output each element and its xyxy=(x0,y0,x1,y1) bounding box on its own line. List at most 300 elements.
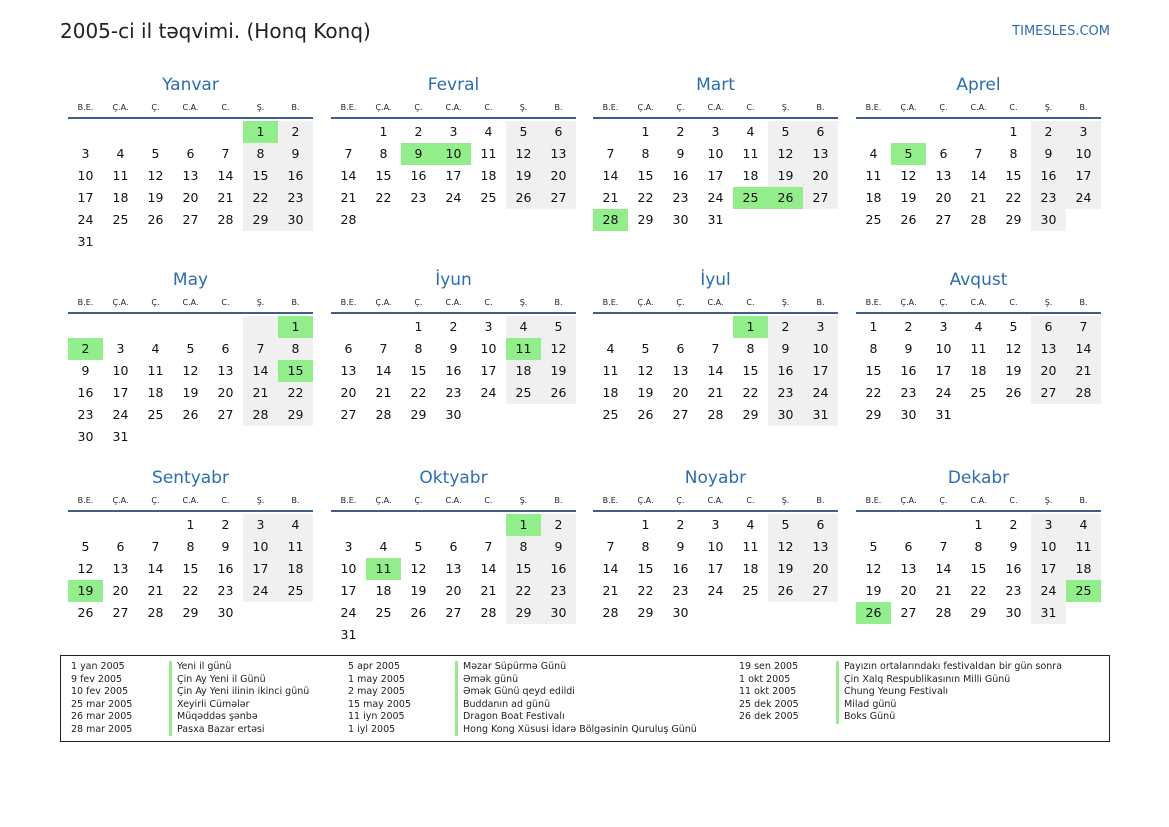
day-cell[interactable]: 16 xyxy=(1005,561,1022,576)
day-cell[interactable]: 9 xyxy=(401,143,436,165)
day-cell[interactable]: 10 xyxy=(707,539,724,554)
day-cell[interactable]: 21 xyxy=(602,583,619,598)
day-cell[interactable]: 24 xyxy=(77,212,94,227)
day-cell[interactable]: 30 xyxy=(672,212,689,227)
day-cell[interactable]: 11 xyxy=(1066,536,1101,558)
day-cell[interactable]: 11 xyxy=(742,146,759,161)
day-cell[interactable]: 7 xyxy=(606,146,615,161)
day-cell[interactable]: 17 xyxy=(803,360,838,382)
day-cell[interactable]: 23 xyxy=(410,190,427,205)
day-cell[interactable]: 22 xyxy=(637,583,654,598)
day-cell[interactable]: 31 xyxy=(935,407,952,422)
day-cell[interactable]: 20 xyxy=(935,190,952,205)
day-cell[interactable]: 7 xyxy=(379,341,388,356)
day-cell[interactable]: 9 xyxy=(904,341,913,356)
day-cell[interactable]: 7 xyxy=(151,539,160,554)
day-cell[interactable]: 30 xyxy=(445,407,462,422)
day-cell[interactable]: 23 xyxy=(1031,187,1066,209)
day-cell[interactable]: 30 xyxy=(217,605,234,620)
day-cell[interactable]: 18 xyxy=(742,561,759,576)
day-cell[interactable]: 30 xyxy=(541,602,576,624)
day-cell[interactable]: 7 xyxy=(711,341,720,356)
day-cell[interactable]: 8 xyxy=(746,341,755,356)
day-cell[interactable]: 2 xyxy=(278,121,313,143)
day-cell[interactable]: 25 xyxy=(733,187,768,209)
day-cell[interactable]: 18 xyxy=(1066,558,1101,580)
day-cell[interactable]: 3 xyxy=(484,319,493,334)
day-cell[interactable]: 12 xyxy=(900,168,917,183)
day-cell[interactable]: 15 xyxy=(1005,168,1022,183)
day-cell[interactable]: 29 xyxy=(278,404,313,426)
day-cell[interactable]: 2 xyxy=(768,316,803,338)
day-cell[interactable]: 10 xyxy=(77,168,94,183)
day-cell[interactable]: 20 xyxy=(112,583,129,598)
day-cell[interactable]: 24 xyxy=(445,190,462,205)
day-cell[interactable]: 24 xyxy=(1066,187,1101,209)
day-cell[interactable]: 13 xyxy=(340,363,357,378)
day-cell[interactable]: 14 xyxy=(970,168,987,183)
day-cell[interactable]: 21 xyxy=(480,583,497,598)
day-cell[interactable]: 27 xyxy=(1031,382,1066,404)
day-cell[interactable]: 14 xyxy=(340,168,357,183)
day-cell[interactable]: 19 xyxy=(768,558,803,580)
day-cell[interactable]: 14 xyxy=(1066,338,1101,360)
day-cell[interactable]: 4 xyxy=(869,146,878,161)
day-cell[interactable]: 4 xyxy=(484,124,493,139)
day-cell[interactable]: 21 xyxy=(147,583,164,598)
day-cell[interactable]: 16 xyxy=(278,165,313,187)
day-cell[interactable]: 26 xyxy=(147,212,164,227)
day-cell[interactable]: 17 xyxy=(707,168,724,183)
day-cell[interactable]: 6 xyxy=(221,341,230,356)
day-cell[interactable]: 7 xyxy=(974,146,983,161)
day-cell[interactable]: 8 xyxy=(869,341,878,356)
day-cell[interactable]: 27 xyxy=(672,407,689,422)
day-cell[interactable]: 6 xyxy=(1031,316,1066,338)
day-cell[interactable]: 27 xyxy=(182,212,199,227)
day-cell[interactable]: 19 xyxy=(410,583,427,598)
day-cell[interactable]: 25 xyxy=(480,190,497,205)
day-cell[interactable]: 4 xyxy=(974,319,983,334)
day-cell[interactable]: 28 xyxy=(217,212,234,227)
day-cell[interactable]: 16 xyxy=(410,168,427,183)
day-cell[interactable]: 20 xyxy=(803,558,838,580)
day-cell[interactable]: 31 xyxy=(707,212,724,227)
day-cell[interactable]: 1 xyxy=(278,316,313,338)
day-cell[interactable]: 26 xyxy=(856,602,891,624)
day-cell[interactable]: 15 xyxy=(278,360,313,382)
day-cell[interactable]: 20 xyxy=(541,165,576,187)
day-cell[interactable]: 16 xyxy=(900,363,917,378)
day-cell[interactable]: 12 xyxy=(768,143,803,165)
day-cell[interactable]: 19 xyxy=(900,190,917,205)
day-cell[interactable]: 1 xyxy=(1009,124,1018,139)
day-cell[interactable]: 1 xyxy=(641,517,650,532)
day-cell[interactable]: 12 xyxy=(541,338,576,360)
day-cell[interactable]: 2 xyxy=(1009,517,1018,532)
day-cell[interactable]: 21 xyxy=(375,385,392,400)
day-cell[interactable]: 15 xyxy=(243,165,278,187)
day-cell[interactable]: 17 xyxy=(480,363,497,378)
day-cell[interactable]: 26 xyxy=(506,187,541,209)
day-cell[interactable]: 11 xyxy=(506,338,541,360)
day-cell[interactable]: 4 xyxy=(506,316,541,338)
day-cell[interactable]: 7 xyxy=(606,539,615,554)
day-cell[interactable]: 16 xyxy=(77,385,94,400)
day-cell[interactable]: 6 xyxy=(116,539,125,554)
day-cell[interactable]: 8 xyxy=(243,143,278,165)
day-cell[interactable]: 5 xyxy=(768,121,803,143)
day-cell[interactable]: 4 xyxy=(116,146,125,161)
day-cell[interactable]: 3 xyxy=(1066,121,1101,143)
day-cell[interactable]: 1 xyxy=(733,316,768,338)
day-cell[interactable]: 27 xyxy=(112,605,129,620)
day-cell[interactable]: 3 xyxy=(81,146,90,161)
day-cell[interactable]: 22 xyxy=(970,583,987,598)
day-cell[interactable]: 1 xyxy=(414,319,423,334)
day-cell[interactable]: 22 xyxy=(742,385,759,400)
day-cell[interactable]: 13 xyxy=(803,536,838,558)
day-cell[interactable]: 18 xyxy=(506,360,541,382)
day-cell[interactable]: 17 xyxy=(77,190,94,205)
day-cell[interactable]: 4 xyxy=(1066,514,1101,536)
day-cell[interactable]: 12 xyxy=(147,168,164,183)
day-cell[interactable]: 23 xyxy=(900,385,917,400)
day-cell[interactable]: 28 xyxy=(147,605,164,620)
day-cell[interactable]: 9 xyxy=(81,363,90,378)
day-cell[interactable]: 25 xyxy=(147,407,164,422)
day-cell[interactable]: 3 xyxy=(803,316,838,338)
day-cell[interactable]: 24 xyxy=(803,382,838,404)
day-cell[interactable]: 15 xyxy=(637,561,654,576)
day-cell[interactable]: 5 xyxy=(768,514,803,536)
day-cell[interactable]: 2 xyxy=(449,319,458,334)
day-cell[interactable]: 19 xyxy=(637,385,654,400)
day-cell[interactable]: 14 xyxy=(602,168,619,183)
day-cell[interactable]: 1 xyxy=(506,514,541,536)
day-cell[interactable]: 12 xyxy=(182,363,199,378)
day-cell[interactable]: 11 xyxy=(366,558,401,580)
day-cell[interactable]: 16 xyxy=(1031,165,1066,187)
day-cell[interactable]: 13 xyxy=(445,561,462,576)
day-cell[interactable]: 16 xyxy=(217,561,234,576)
day-cell[interactable]: 6 xyxy=(803,121,838,143)
day-cell[interactable]: 5 xyxy=(186,341,195,356)
day-cell[interactable]: 20 xyxy=(672,385,689,400)
day-cell[interactable]: 21 xyxy=(602,190,619,205)
day-cell[interactable]: 16 xyxy=(672,561,689,576)
day-cell[interactable]: 20 xyxy=(182,190,199,205)
day-cell[interactable]: 13 xyxy=(541,143,576,165)
day-cell[interactable]: 6 xyxy=(939,146,948,161)
day-cell[interactable]: 27 xyxy=(803,187,838,209)
day-cell[interactable]: 28 xyxy=(243,404,278,426)
day-cell[interactable]: 10 xyxy=(803,338,838,360)
site-link[interactable]: TIMESLES.COM xyxy=(1012,24,1110,39)
day-cell[interactable]: 19 xyxy=(768,165,803,187)
day-cell[interactable]: 29 xyxy=(410,407,427,422)
day-cell[interactable]: 21 xyxy=(217,190,234,205)
day-cell[interactable]: 11 xyxy=(147,363,164,378)
day-cell[interactable]: 14 xyxy=(147,561,164,576)
day-cell[interactable]: 15 xyxy=(182,561,199,576)
day-cell[interactable]: 4 xyxy=(606,341,615,356)
day-cell[interactable]: 22 xyxy=(375,190,392,205)
day-cell[interactable]: 2 xyxy=(68,338,103,360)
day-cell[interactable]: 20 xyxy=(1031,360,1066,382)
day-cell[interactable]: 4 xyxy=(746,124,755,139)
day-cell[interactable]: 13 xyxy=(217,363,234,378)
day-cell[interactable]: 23 xyxy=(77,407,94,422)
day-cell[interactable]: 28 xyxy=(593,209,628,231)
day-cell[interactable]: 16 xyxy=(768,360,803,382)
day-cell[interactable]: 19 xyxy=(506,165,541,187)
day-cell[interactable]: 25 xyxy=(865,212,882,227)
day-cell[interactable]: 13 xyxy=(803,143,838,165)
day-cell[interactable]: 8 xyxy=(974,539,983,554)
day-cell[interactable]: 2 xyxy=(676,517,685,532)
day-cell[interactable]: 26 xyxy=(768,187,803,209)
day-cell[interactable]: 27 xyxy=(935,212,952,227)
day-cell[interactable]: 11 xyxy=(742,539,759,554)
day-cell[interactable]: 18 xyxy=(375,583,392,598)
day-cell[interactable]: 3 xyxy=(939,319,948,334)
day-cell[interactable]: 31 xyxy=(1031,602,1066,624)
day-cell[interactable]: 21 xyxy=(970,190,987,205)
day-cell[interactable]: 18 xyxy=(480,168,497,183)
day-cell[interactable]: 19 xyxy=(182,385,199,400)
day-cell[interactable]: 10 xyxy=(1031,536,1066,558)
day-cell[interactable]: 21 xyxy=(243,382,278,404)
day-cell[interactable]: 5 xyxy=(541,316,576,338)
day-cell[interactable]: 20 xyxy=(340,385,357,400)
day-cell[interactable]: 26 xyxy=(77,605,94,620)
day-cell[interactable]: 13 xyxy=(672,363,689,378)
day-cell[interactable]: 9 xyxy=(676,146,685,161)
day-cell[interactable]: 24 xyxy=(935,385,952,400)
day-cell[interactable]: 10 xyxy=(1066,143,1101,165)
day-cell[interactable]: 17 xyxy=(445,168,462,183)
day-cell[interactable]: 22 xyxy=(1005,190,1022,205)
day-cell[interactable]: 1 xyxy=(243,121,278,143)
day-cell[interactable]: 11 xyxy=(865,168,882,183)
day-cell[interactable]: 10 xyxy=(112,363,129,378)
day-cell[interactable]: 22 xyxy=(243,187,278,209)
day-cell[interactable]: 10 xyxy=(340,561,357,576)
day-cell[interactable]: 30 xyxy=(1031,209,1066,231)
day-cell[interactable]: 26 xyxy=(410,605,427,620)
day-cell[interactable]: 12 xyxy=(506,143,541,165)
day-cell[interactable]: 21 xyxy=(1066,360,1101,382)
day-cell[interactable]: 1 xyxy=(379,124,388,139)
day-cell[interactable]: 12 xyxy=(410,561,427,576)
day-cell[interactable]: 4 xyxy=(151,341,160,356)
day-cell[interactable]: 27 xyxy=(900,605,917,620)
day-cell[interactable]: 17 xyxy=(935,363,952,378)
day-cell[interactable]: 16 xyxy=(541,558,576,580)
day-cell[interactable]: 26 xyxy=(541,382,576,404)
day-cell[interactable]: 3 xyxy=(243,514,278,536)
day-cell[interactable]: 3 xyxy=(1031,514,1066,536)
day-cell[interactable]: 8 xyxy=(186,539,195,554)
day-cell[interactable]: 3 xyxy=(449,124,458,139)
day-cell[interactable]: 15 xyxy=(742,363,759,378)
day-cell[interactable]: 13 xyxy=(1031,338,1066,360)
day-cell[interactable]: 8 xyxy=(506,536,541,558)
day-cell[interactable]: 9 xyxy=(278,143,313,165)
day-cell[interactable]: 23 xyxy=(217,583,234,598)
day-cell[interactable]: 4 xyxy=(379,539,388,554)
day-cell[interactable]: 8 xyxy=(1009,146,1018,161)
day-cell[interactable]: 8 xyxy=(641,539,650,554)
day-cell[interactable]: 11 xyxy=(602,363,619,378)
day-cell[interactable]: 20 xyxy=(803,165,838,187)
day-cell[interactable]: 6 xyxy=(904,539,913,554)
day-cell[interactable]: 16 xyxy=(445,363,462,378)
day-cell[interactable]: 26 xyxy=(1005,385,1022,400)
day-cell[interactable]: 5 xyxy=(151,146,160,161)
day-cell[interactable]: 17 xyxy=(707,561,724,576)
day-cell[interactable]: 26 xyxy=(182,407,199,422)
day-cell[interactable]: 4 xyxy=(278,514,313,536)
day-cell[interactable]: 25 xyxy=(742,583,759,598)
day-cell[interactable]: 8 xyxy=(278,338,313,360)
day-cell[interactable]: 28 xyxy=(480,605,497,620)
day-cell[interactable]: 18 xyxy=(602,385,619,400)
day-cell[interactable]: 27 xyxy=(217,407,234,422)
day-cell[interactable]: 13 xyxy=(182,168,199,183)
day-cell[interactable]: 31 xyxy=(803,404,838,426)
day-cell[interactable]: 29 xyxy=(506,602,541,624)
day-cell[interactable]: 20 xyxy=(217,385,234,400)
day-cell[interactable]: 21 xyxy=(935,583,952,598)
day-cell[interactable]: 6 xyxy=(449,539,458,554)
day-cell[interactable]: 6 xyxy=(344,341,353,356)
day-cell[interactable]: 29 xyxy=(243,209,278,231)
day-cell[interactable]: 30 xyxy=(672,605,689,620)
day-cell[interactable]: 11 xyxy=(112,168,129,183)
day-cell[interactable]: 28 xyxy=(935,605,952,620)
day-cell[interactable]: 14 xyxy=(707,363,724,378)
day-cell[interactable]: 12 xyxy=(77,561,94,576)
day-cell[interactable]: 9 xyxy=(221,539,230,554)
day-cell[interactable]: 3 xyxy=(711,517,720,532)
day-cell[interactable]: 3 xyxy=(344,539,353,554)
day-cell[interactable]: 26 xyxy=(637,407,654,422)
day-cell[interactable]: 9 xyxy=(768,338,803,360)
day-cell[interactable]: 18 xyxy=(742,168,759,183)
day-cell[interactable]: 29 xyxy=(182,605,199,620)
day-cell[interactable]: 22 xyxy=(410,385,427,400)
day-cell[interactable]: 28 xyxy=(707,407,724,422)
day-cell[interactable]: 5 xyxy=(1009,319,1018,334)
day-cell[interactable]: 21 xyxy=(707,385,724,400)
day-cell[interactable]: 6 xyxy=(676,341,685,356)
day-cell[interactable]: 5 xyxy=(414,539,423,554)
day-cell[interactable]: 28 xyxy=(375,407,392,422)
day-cell[interactable]: 25 xyxy=(1066,580,1101,602)
day-cell[interactable]: 31 xyxy=(112,429,129,444)
day-cell[interactable]: 7 xyxy=(484,539,493,554)
day-cell[interactable]: 15 xyxy=(865,363,882,378)
day-cell[interactable]: 14 xyxy=(935,561,952,576)
day-cell[interactable]: 10 xyxy=(707,146,724,161)
day-cell[interactable]: 7 xyxy=(939,539,948,554)
day-cell[interactable]: 8 xyxy=(641,146,650,161)
day-cell[interactable]: 9 xyxy=(1031,143,1066,165)
day-cell[interactable]: 19 xyxy=(865,583,882,598)
day-cell[interactable]: 2 xyxy=(1031,121,1066,143)
day-cell[interactable]: 13 xyxy=(935,168,952,183)
day-cell[interactable]: 10 xyxy=(935,341,952,356)
day-cell[interactable]: 18 xyxy=(865,190,882,205)
day-cell[interactable]: 30 xyxy=(768,404,803,426)
day-cell[interactable]: 25 xyxy=(375,605,392,620)
day-cell[interactable]: 3 xyxy=(116,341,125,356)
day-cell[interactable]: 12 xyxy=(768,536,803,558)
day-cell[interactable]: 15 xyxy=(410,363,427,378)
day-cell[interactable]: 5 xyxy=(891,143,926,165)
day-cell[interactable]: 14 xyxy=(217,168,234,183)
day-cell[interactable]: 30 xyxy=(278,209,313,231)
day-cell[interactable]: 26 xyxy=(768,580,803,602)
day-cell[interactable]: 15 xyxy=(637,168,654,183)
day-cell[interactable]: 7 xyxy=(221,146,230,161)
day-cell[interactable]: 24 xyxy=(1031,580,1066,602)
day-cell[interactable]: 11 xyxy=(278,536,313,558)
day-cell[interactable]: 22 xyxy=(506,580,541,602)
day-cell[interactable]: 6 xyxy=(186,146,195,161)
day-cell[interactable]: 25 xyxy=(506,382,541,404)
day-cell[interactable]: 5 xyxy=(869,539,878,554)
day-cell[interactable]: 30 xyxy=(1005,605,1022,620)
day-cell[interactable]: 25 xyxy=(970,385,987,400)
day-cell[interactable]: 13 xyxy=(112,561,129,576)
day-cell[interactable]: 23 xyxy=(672,583,689,598)
day-cell[interactable]: 24 xyxy=(112,407,129,422)
day-cell[interactable]: 31 xyxy=(77,234,94,249)
day-cell[interactable]: 13 xyxy=(900,561,917,576)
day-cell[interactable]: 27 xyxy=(445,605,462,620)
day-cell[interactable]: 10 xyxy=(243,536,278,558)
day-cell[interactable]: 11 xyxy=(970,341,987,356)
day-cell[interactable]: 17 xyxy=(1031,558,1066,580)
day-cell[interactable]: 19 xyxy=(68,580,103,602)
day-cell[interactable]: 2 xyxy=(221,517,230,532)
day-cell[interactable]: 9 xyxy=(541,536,576,558)
day-cell[interactable]: 9 xyxy=(676,539,685,554)
day-cell[interactable]: 19 xyxy=(1005,363,1022,378)
day-cell[interactable]: 10 xyxy=(436,143,471,165)
day-cell[interactable]: 19 xyxy=(541,360,576,382)
day-cell[interactable]: 1 xyxy=(186,517,195,532)
day-cell[interactable]: 14 xyxy=(375,363,392,378)
day-cell[interactable]: 22 xyxy=(182,583,199,598)
day-cell[interactable]: 2 xyxy=(904,319,913,334)
day-cell[interactable]: 17 xyxy=(1066,165,1101,187)
day-cell[interactable]: 30 xyxy=(900,407,917,422)
day-cell[interactable]: 27 xyxy=(340,407,357,422)
day-cell[interactable]: 12 xyxy=(637,363,654,378)
day-cell[interactable]: 2 xyxy=(414,124,423,139)
day-cell[interactable]: 15 xyxy=(506,558,541,580)
day-cell[interactable]: 20 xyxy=(445,583,462,598)
day-cell[interactable]: 19 xyxy=(147,190,164,205)
day-cell[interactable]: 7 xyxy=(243,338,278,360)
day-cell[interactable]: 23 xyxy=(541,580,576,602)
day-cell[interactable]: 12 xyxy=(865,561,882,576)
day-cell[interactable]: 9 xyxy=(1009,539,1018,554)
